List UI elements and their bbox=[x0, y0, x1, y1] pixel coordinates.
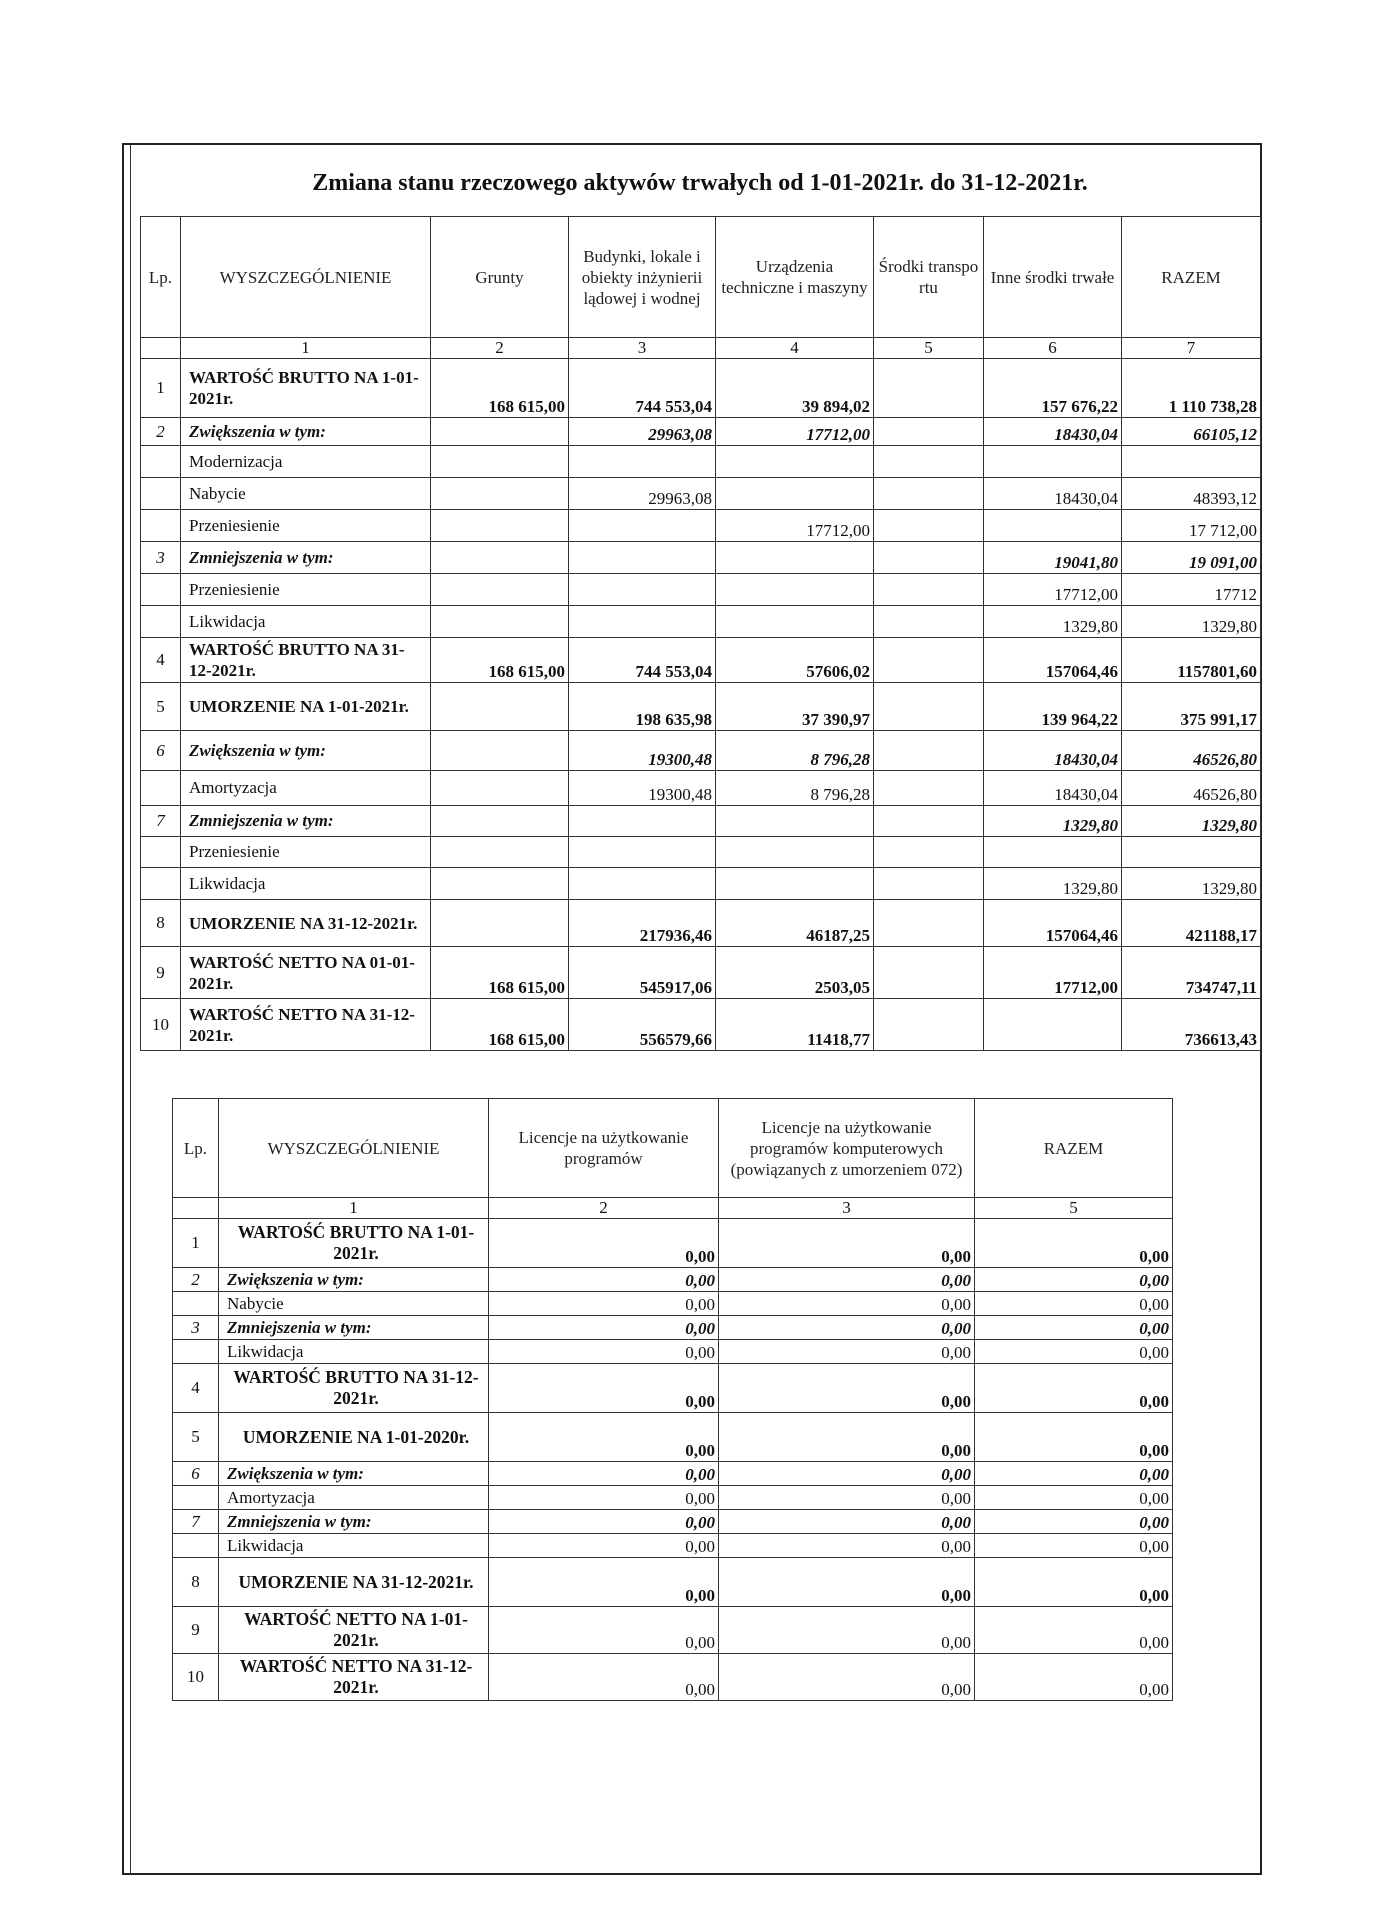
value-cell: 198 635,98 bbox=[569, 683, 716, 731]
value-cell: 0,00 bbox=[975, 1607, 1173, 1654]
value-cell: 29963,08 bbox=[569, 478, 716, 510]
table-row bbox=[141, 510, 1261, 542]
row-label: Nabycie bbox=[181, 478, 431, 510]
value-cell bbox=[716, 837, 874, 868]
table-row bbox=[173, 1534, 1173, 1558]
value-cell: 736613,43 bbox=[1122, 999, 1261, 1051]
value-cell bbox=[874, 771, 984, 806]
column-header: WYSZCZEGÓLNIENIE bbox=[219, 1099, 489, 1198]
value-cell bbox=[1122, 446, 1261, 478]
value-cell bbox=[569, 837, 716, 868]
value-cell: 1329,80 bbox=[984, 806, 1122, 837]
value-cell: 168 615,00 bbox=[431, 947, 569, 999]
column-header: Licencje na użytkowanie programów bbox=[489, 1099, 719, 1198]
column-number-row bbox=[141, 338, 1261, 359]
row-number: 3 bbox=[173, 1316, 219, 1340]
row-label: Przeniesienie bbox=[181, 574, 431, 606]
value-cell: 17712,00 bbox=[984, 947, 1122, 999]
table-row bbox=[141, 606, 1261, 638]
value-cell: 0,00 bbox=[489, 1486, 719, 1510]
value-cell: 0,00 bbox=[489, 1654, 719, 1701]
table-row bbox=[173, 1268, 1173, 1292]
value-cell: 19300,48 bbox=[569, 771, 716, 806]
table-row bbox=[173, 1292, 1173, 1316]
value-cell: 734747,11 bbox=[1122, 947, 1261, 999]
value-cell: 0,00 bbox=[975, 1364, 1173, 1413]
value-cell: 421188,17 bbox=[1122, 900, 1261, 947]
value-cell bbox=[874, 574, 984, 606]
value-cell: 0,00 bbox=[489, 1534, 719, 1558]
value-cell: 0,00 bbox=[975, 1316, 1173, 1340]
value-cell: 0,00 bbox=[489, 1292, 719, 1316]
value-cell bbox=[874, 638, 984, 683]
table-row bbox=[141, 868, 1261, 900]
row-number: 4 bbox=[173, 1364, 219, 1413]
value-cell: 0,00 bbox=[975, 1462, 1173, 1486]
column-header: Środki transpo rtu bbox=[874, 217, 984, 338]
table-row bbox=[141, 999, 1261, 1051]
value-cell: 0,00 bbox=[719, 1364, 975, 1413]
value-cell: 46526,80 bbox=[1122, 731, 1261, 771]
row-label: UMORZENIE NA 1-01-2020r. bbox=[219, 1413, 489, 1462]
value-cell bbox=[431, 542, 569, 574]
value-cell: 0,00 bbox=[975, 1340, 1173, 1364]
row-label: UMORZENIE NA 31-12-2021r. bbox=[219, 1558, 489, 1607]
column-number-row bbox=[173, 1198, 1173, 1219]
value-cell: 19300,48 bbox=[569, 731, 716, 771]
value-cell bbox=[874, 900, 984, 947]
row-number: 9 bbox=[141, 947, 181, 999]
column-header: Lp. bbox=[173, 1099, 219, 1198]
table-row bbox=[141, 638, 1261, 683]
value-cell: 0,00 bbox=[489, 1364, 719, 1413]
value-cell bbox=[874, 999, 984, 1051]
row-number bbox=[141, 837, 181, 868]
value-cell bbox=[984, 446, 1122, 478]
fixed-assets-table bbox=[140, 216, 1261, 1051]
row-number: 10 bbox=[173, 1654, 219, 1701]
row-label: Zmniejszenia w tym: bbox=[181, 806, 431, 837]
value-cell bbox=[569, 542, 716, 574]
value-cell: 17712 bbox=[1122, 574, 1261, 606]
value-cell: 168 615,00 bbox=[431, 638, 569, 683]
value-cell: 1329,80 bbox=[1122, 806, 1261, 837]
value-cell bbox=[874, 683, 984, 731]
column-number: 1 bbox=[219, 1198, 489, 1219]
row-label: WARTOŚĆ NETTO NA 31-12-2021r. bbox=[219, 1654, 489, 1701]
table-row bbox=[173, 1340, 1173, 1364]
page-title: Zmiana stanu rzeczowego aktywów trwałych od 1-01-2021r. do 31-12-2021r. bbox=[140, 150, 1260, 217]
table-row bbox=[141, 542, 1261, 574]
table-row bbox=[141, 771, 1261, 806]
row-number bbox=[141, 574, 181, 606]
column-number: 5 bbox=[874, 338, 984, 359]
value-cell: 39 894,02 bbox=[716, 359, 874, 418]
row-number: 8 bbox=[173, 1558, 219, 1607]
row-label: WARTOŚĆ NETTO NA 01-01-2021r. bbox=[181, 947, 431, 999]
value-cell: 8 796,28 bbox=[716, 731, 874, 771]
table-row bbox=[173, 1316, 1173, 1340]
row-label: Zwiększenia w tym: bbox=[181, 731, 431, 771]
row-number bbox=[173, 1486, 219, 1510]
row-number: 3 bbox=[141, 542, 181, 574]
row-label: Likwidacja bbox=[181, 606, 431, 638]
row-label: WARTOŚĆ BRUTTO NA 1-01-2021r. bbox=[181, 359, 431, 418]
table-row bbox=[141, 806, 1261, 837]
value-cell bbox=[874, 837, 984, 868]
value-cell: 0,00 bbox=[489, 1510, 719, 1534]
value-cell bbox=[569, 806, 716, 837]
intangible-assets-table bbox=[172, 1098, 1173, 1701]
value-cell: 217936,46 bbox=[569, 900, 716, 947]
row-number: 1 bbox=[141, 359, 181, 418]
value-cell bbox=[716, 806, 874, 837]
table-row bbox=[141, 947, 1261, 999]
value-cell bbox=[984, 999, 1122, 1051]
row-number: 8 bbox=[141, 900, 181, 947]
value-cell: 0,00 bbox=[489, 1316, 719, 1340]
table-row bbox=[141, 731, 1261, 771]
column-number bbox=[173, 1198, 219, 1219]
row-label: WARTOŚĆ NETTO NA 1-01-2021r. bbox=[219, 1607, 489, 1654]
value-cell: 0,00 bbox=[719, 1340, 975, 1364]
value-cell: 0,00 bbox=[719, 1268, 975, 1292]
column-number: 3 bbox=[719, 1198, 975, 1219]
value-cell: 17712,00 bbox=[716, 418, 874, 446]
value-cell bbox=[874, 359, 984, 418]
value-cell: 19 091,00 bbox=[1122, 542, 1261, 574]
value-cell: 18430,04 bbox=[984, 418, 1122, 446]
value-cell: 0,00 bbox=[975, 1486, 1173, 1510]
value-cell bbox=[1122, 837, 1261, 868]
column-number: 2 bbox=[489, 1198, 719, 1219]
value-cell bbox=[716, 478, 874, 510]
value-cell: 11418,77 bbox=[716, 999, 874, 1051]
value-cell bbox=[431, 868, 569, 900]
value-cell bbox=[874, 510, 984, 542]
value-cell: 17 712,00 bbox=[1122, 510, 1261, 542]
value-cell: 1 110 738,28 bbox=[1122, 359, 1261, 418]
table-row bbox=[141, 683, 1261, 731]
row-label: WARTOŚĆ BRUTTO NA 1-01-2021r. bbox=[219, 1219, 489, 1268]
value-cell: 0,00 bbox=[719, 1219, 975, 1268]
value-cell: 18430,04 bbox=[984, 771, 1122, 806]
value-cell: 57606,02 bbox=[716, 638, 874, 683]
row-label: Nabycie bbox=[219, 1292, 489, 1316]
column-header: Lp. bbox=[141, 217, 181, 338]
row-label: Amortyzacja bbox=[181, 771, 431, 806]
value-cell: 18430,04 bbox=[984, 731, 1122, 771]
value-cell bbox=[874, 731, 984, 771]
value-cell: 48393,12 bbox=[1122, 478, 1261, 510]
value-cell bbox=[874, 446, 984, 478]
value-cell bbox=[984, 837, 1122, 868]
value-cell bbox=[569, 574, 716, 606]
column-header: Urządzenia techniczne i maszyny bbox=[716, 217, 874, 338]
table-row bbox=[173, 1486, 1173, 1510]
value-cell bbox=[716, 574, 874, 606]
row-label: Likwidacja bbox=[219, 1340, 489, 1364]
table-row bbox=[173, 1510, 1173, 1534]
value-cell: 0,00 bbox=[975, 1558, 1173, 1607]
table-row bbox=[141, 478, 1261, 510]
value-cell: 0,00 bbox=[975, 1219, 1173, 1268]
row-label: Zwiększenia w tym: bbox=[219, 1268, 489, 1292]
value-cell: 0,00 bbox=[719, 1558, 975, 1607]
row-label: Zmniejszenia w tym: bbox=[219, 1316, 489, 1340]
value-cell bbox=[431, 731, 569, 771]
value-cell bbox=[431, 478, 569, 510]
value-cell bbox=[716, 606, 874, 638]
table-row bbox=[141, 446, 1261, 478]
row-number bbox=[141, 606, 181, 638]
value-cell bbox=[431, 683, 569, 731]
column-header: WYSZCZEGÓLNIENIE bbox=[181, 217, 431, 338]
value-cell: 0,00 bbox=[975, 1510, 1173, 1534]
value-cell: 0,00 bbox=[489, 1607, 719, 1654]
table-row bbox=[173, 1558, 1173, 1607]
value-cell: 8 796,28 bbox=[716, 771, 874, 806]
value-cell: 1329,80 bbox=[984, 606, 1122, 638]
value-cell: 157064,46 bbox=[984, 900, 1122, 947]
value-cell: 46526,80 bbox=[1122, 771, 1261, 806]
table-row bbox=[173, 1219, 1173, 1268]
value-cell: 0,00 bbox=[489, 1340, 719, 1364]
value-cell: 0,00 bbox=[489, 1268, 719, 1292]
row-label: Przeniesienie bbox=[181, 510, 431, 542]
value-cell: 1329,80 bbox=[1122, 606, 1261, 638]
value-cell bbox=[569, 446, 716, 478]
table-row bbox=[173, 1462, 1173, 1486]
value-cell: 2503,05 bbox=[716, 947, 874, 999]
value-cell: 0,00 bbox=[719, 1654, 975, 1701]
value-cell: 375 991,17 bbox=[1122, 683, 1261, 731]
column-number: 3 bbox=[569, 338, 716, 359]
row-number: 6 bbox=[141, 731, 181, 771]
table-row bbox=[141, 900, 1261, 947]
table-row bbox=[141, 574, 1261, 606]
row-number bbox=[173, 1340, 219, 1364]
value-cell bbox=[874, 806, 984, 837]
value-cell bbox=[431, 900, 569, 947]
value-cell bbox=[874, 542, 984, 574]
table-row bbox=[173, 1607, 1173, 1654]
row-label: WARTOŚĆ NETTO NA 31-12-2021r. bbox=[181, 999, 431, 1051]
column-number bbox=[141, 338, 181, 359]
row-label: Zwiększenia w tym: bbox=[181, 418, 431, 446]
table-row bbox=[173, 1413, 1173, 1462]
row-number: 1 bbox=[173, 1219, 219, 1268]
row-label: UMORZENIE NA 31-12-2021r. bbox=[181, 900, 431, 947]
value-cell: 545917,06 bbox=[569, 947, 716, 999]
value-cell: 0,00 bbox=[489, 1219, 719, 1268]
column-header: Grunty bbox=[431, 217, 569, 338]
row-number: 4 bbox=[141, 638, 181, 683]
value-cell: 19041,80 bbox=[984, 542, 1122, 574]
value-cell: 0,00 bbox=[489, 1558, 719, 1607]
value-cell: 0,00 bbox=[975, 1413, 1173, 1462]
column-header: RAZEM bbox=[975, 1099, 1173, 1198]
row-number bbox=[141, 868, 181, 900]
row-number bbox=[173, 1534, 219, 1558]
value-cell bbox=[431, 806, 569, 837]
value-cell bbox=[431, 606, 569, 638]
column-number: 2 bbox=[431, 338, 569, 359]
row-label: Zmniejszenia w tym: bbox=[181, 542, 431, 574]
value-cell: 168 615,00 bbox=[431, 999, 569, 1051]
value-cell: 29963,08 bbox=[569, 418, 716, 446]
value-cell bbox=[716, 542, 874, 574]
column-number: 4 bbox=[716, 338, 874, 359]
row-label: Amortyzacja bbox=[219, 1486, 489, 1510]
value-cell: 556579,66 bbox=[569, 999, 716, 1051]
value-cell: 0,00 bbox=[975, 1654, 1173, 1701]
value-cell bbox=[569, 868, 716, 900]
column-number: 7 bbox=[1122, 338, 1261, 359]
value-cell: 0,00 bbox=[719, 1534, 975, 1558]
value-cell: 1329,80 bbox=[1122, 868, 1261, 900]
row-number bbox=[141, 510, 181, 542]
value-cell bbox=[431, 510, 569, 542]
column-number: 6 bbox=[984, 338, 1122, 359]
row-number: 7 bbox=[173, 1510, 219, 1534]
table-row bbox=[141, 837, 1261, 868]
value-cell: 66105,12 bbox=[1122, 418, 1261, 446]
row-label: Zmniejszenia w tym: bbox=[219, 1510, 489, 1534]
value-cell bbox=[431, 418, 569, 446]
row-number: 7 bbox=[141, 806, 181, 837]
header-row bbox=[173, 1099, 1173, 1198]
value-cell bbox=[716, 446, 874, 478]
table-row bbox=[141, 418, 1261, 446]
value-cell: 17712,00 bbox=[984, 574, 1122, 606]
value-cell: 0,00 bbox=[719, 1292, 975, 1316]
value-cell: 37 390,97 bbox=[716, 683, 874, 731]
value-cell: 0,00 bbox=[719, 1462, 975, 1486]
value-cell: 744 553,04 bbox=[569, 359, 716, 418]
value-cell bbox=[874, 418, 984, 446]
value-cell: 0,00 bbox=[975, 1268, 1173, 1292]
row-label: Zwiększenia w tym: bbox=[219, 1462, 489, 1486]
column-header: Budynki, lokale i obiekty inżynierii lądowej i wodnej bbox=[569, 217, 716, 338]
row-number bbox=[141, 446, 181, 478]
column-number: 5 bbox=[975, 1198, 1173, 1219]
value-cell: 0,00 bbox=[719, 1607, 975, 1654]
value-cell: 18430,04 bbox=[984, 478, 1122, 510]
row-number: 9 bbox=[173, 1607, 219, 1654]
value-cell: 0,00 bbox=[975, 1534, 1173, 1558]
value-cell bbox=[874, 868, 984, 900]
value-cell bbox=[431, 837, 569, 868]
row-number: 6 bbox=[173, 1462, 219, 1486]
row-number bbox=[141, 478, 181, 510]
row-label: Przeniesienie bbox=[181, 837, 431, 868]
value-cell: 0,00 bbox=[719, 1486, 975, 1510]
value-cell: 0,00 bbox=[489, 1462, 719, 1486]
value-cell: 0,00 bbox=[719, 1413, 975, 1462]
row-number: 5 bbox=[141, 683, 181, 731]
table-row bbox=[173, 1654, 1173, 1701]
row-number bbox=[141, 771, 181, 806]
value-cell bbox=[874, 478, 984, 510]
value-cell: 157 676,22 bbox=[984, 359, 1122, 418]
row-label: Likwidacja bbox=[219, 1534, 489, 1558]
value-cell: 0,00 bbox=[489, 1413, 719, 1462]
frame-inner-line bbox=[130, 145, 131, 1873]
table-row bbox=[173, 1364, 1173, 1413]
value-cell bbox=[874, 947, 984, 999]
value-cell: 46187,25 bbox=[716, 900, 874, 947]
row-label: UMORZENIE NA 1-01-2021r. bbox=[181, 683, 431, 731]
value-cell: 168 615,00 bbox=[431, 359, 569, 418]
value-cell: 0,00 bbox=[719, 1316, 975, 1340]
header-row bbox=[141, 217, 1261, 338]
value-cell: 0,00 bbox=[975, 1292, 1173, 1316]
table-row bbox=[141, 359, 1261, 418]
row-label: WARTOŚĆ BRUTTO NA 31-12-2021r. bbox=[181, 638, 431, 683]
row-number: 5 bbox=[173, 1413, 219, 1462]
value-cell: 17712,00 bbox=[716, 510, 874, 542]
row-label: Modernizacja bbox=[181, 446, 431, 478]
value-cell bbox=[874, 606, 984, 638]
value-cell: 139 964,22 bbox=[984, 683, 1122, 731]
value-cell bbox=[716, 868, 874, 900]
value-cell bbox=[431, 574, 569, 606]
row-number bbox=[173, 1292, 219, 1316]
value-cell: 1329,80 bbox=[984, 868, 1122, 900]
value-cell bbox=[431, 771, 569, 806]
column-header: RAZEM bbox=[1122, 217, 1261, 338]
value-cell: 0,00 bbox=[719, 1510, 975, 1534]
value-cell: 157064,46 bbox=[984, 638, 1122, 683]
value-cell bbox=[569, 606, 716, 638]
value-cell bbox=[569, 510, 716, 542]
value-cell: 744 553,04 bbox=[569, 638, 716, 683]
column-number: 1 bbox=[181, 338, 431, 359]
value-cell: 1157801,60 bbox=[1122, 638, 1261, 683]
row-label: Likwidacja bbox=[181, 868, 431, 900]
row-number: 2 bbox=[141, 418, 181, 446]
column-header: Inne środki trwałe bbox=[984, 217, 1122, 338]
row-number: 2 bbox=[173, 1268, 219, 1292]
column-header: Licencje na użytkowanie programów komputerowych (powiązanych z umorzeniem 072) bbox=[719, 1099, 975, 1198]
row-label: WARTOŚĆ BRUTTO NA 31-12-2021r. bbox=[219, 1364, 489, 1413]
row-number: 10 bbox=[141, 999, 181, 1051]
value-cell bbox=[431, 446, 569, 478]
value-cell bbox=[984, 510, 1122, 542]
